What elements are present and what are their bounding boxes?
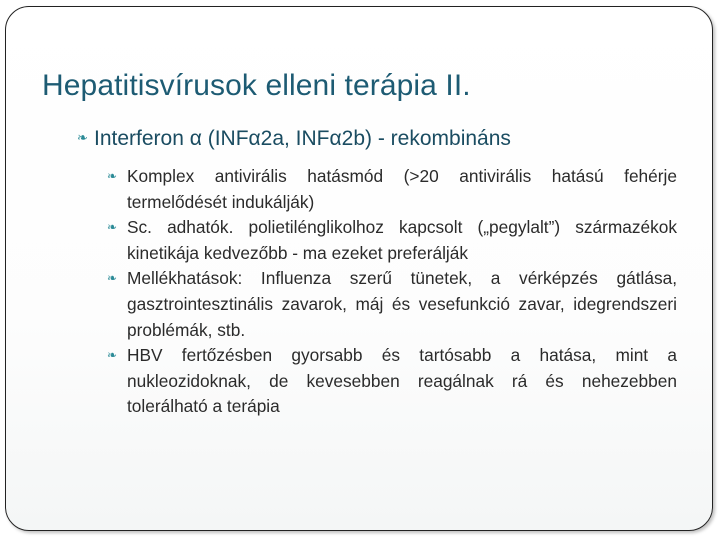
floral-heart-bullet-icon: ❧ — [77, 130, 88, 145]
list-item — [106, 266, 677, 343]
sub-bullet-list — [106, 164, 677, 420]
slide-title: Hepatitisvírusok elleni terápia II. — [42, 69, 471, 102]
list-item-text: HBV fertőzésben gyorsabb és tartósabb a hatása, mint a nukleozidoknak, de kevesebben reagálnak rá és nehezebben tolerálható a terápia — [127, 345, 677, 417]
bullet-level1-text: Interferon α (INFα2a, INFα2b) - rekombináns — [94, 127, 511, 150]
list-item-text: Komplex antivirális hatásmód (>20 antivirális hatású fehérje termelődését indukálják) — [127, 166, 677, 212]
bullet-level1 — [77, 127, 511, 151]
list-item-text: Mellékhatások: Influenza szerű tünetek, a vérképzés gátlása, gasztrointesztinális zavarok, máj és vesefunkció zavar, idegrendszeri problémák, stb. — [127, 268, 677, 340]
list-item — [106, 164, 677, 215]
floral-heart-bullet-icon: ❧ — [107, 169, 118, 183]
list-item — [106, 215, 677, 266]
floral-heart-bullet-icon: ❧ — [107, 348, 118, 363]
floral-heart-bullet-icon: ❧ — [107, 220, 118, 235]
list-item-text: Sc. adhatók. polietilénglikolhoz kapcsolt („pegylalt”) származékok kinetikája kedvezőbb - ma ezeket preferálják — [127, 217, 677, 263]
list-item — [106, 343, 677, 420]
floral-heart-bullet-icon: ❧ — [107, 271, 118, 286]
slide-frame — [5, 6, 713, 531]
